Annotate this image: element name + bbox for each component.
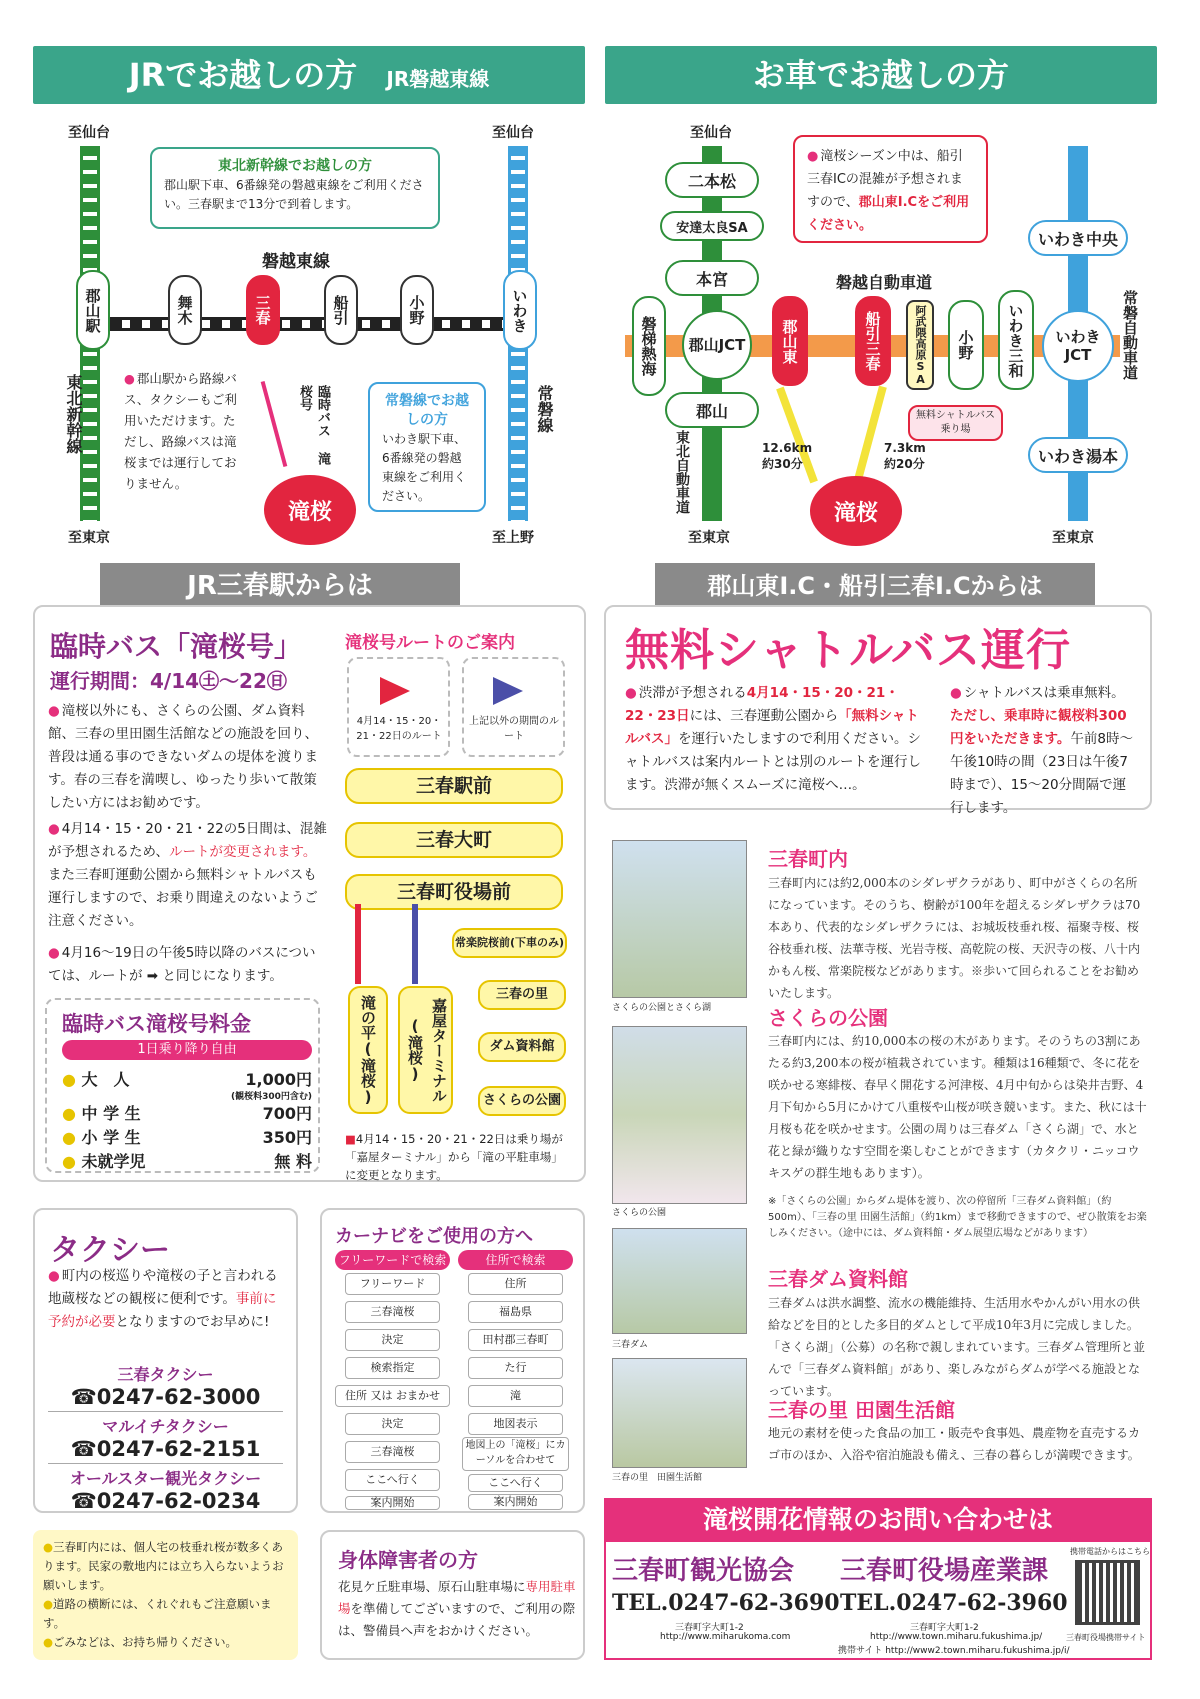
note-item: ●三春町内には、個人宅の枝垂れ桜が数多くあります。民家の敷地内には立ち入らないようお願いします。 bbox=[43, 1540, 284, 1592]
koriyama-ic: 郡山 bbox=[665, 392, 759, 428]
spot-4-text: 地元の素材を使った食品の加工・販売や食事処、農産物を直売するカゴ市のほか、入浴や宿泊施設も備え、三春の暮らしが満喫できます。 bbox=[768, 1426, 1141, 1462]
car-notice: ● 滝桜シーズン中は、船引三春ICの混雑が予想されますので、郡山東I.Cをご利用ください。 bbox=[793, 135, 988, 243]
red-arrow-icon bbox=[380, 677, 410, 705]
stop-miharu-sato: 三春の里 bbox=[478, 980, 566, 1010]
note-item: ●道路の横断には、くれぐれもご注意願います。 bbox=[43, 1597, 272, 1630]
time2: 約20分 bbox=[884, 457, 925, 471]
qr-top-label: 携帯電話からはこちら bbox=[1070, 1547, 1150, 1556]
notes-box bbox=[33, 1530, 298, 1660]
spot-3-text: 三春ダムは洪水調整、流水の機能維持、生活用水やかんがい用水の供給などを目的とした多目的ダムとして平成10年3月に完成しました。「さくら湖」（公募）の名称で親しまれています。三春ダム管理所と並んで「三春ダム資料館」があり、楽しみながらダムが学べる施設となっています。 bbox=[768, 1296, 1146, 1398]
url2[interactable]: http://www.town.miharu.fukushima.jp/ bbox=[870, 1632, 1043, 1642]
navi-step: 決定 bbox=[345, 1329, 440, 1351]
qr-code-icon[interactable] bbox=[1075, 1560, 1140, 1625]
joban-label: 常磐線 bbox=[535, 385, 554, 433]
blue-arrow-icon bbox=[493, 677, 523, 705]
navi-step: ここへ行く bbox=[345, 1469, 440, 1491]
banetsu-east-line bbox=[90, 317, 520, 331]
fare-row: ● 未就学児 無 料 bbox=[62, 1152, 312, 1171]
fare-table bbox=[62, 1068, 312, 1174]
bus-p2: ● 4月14・15・20・21・22の5日間は、混雑が予想されるため、ルートが変更されます。また三春町運動公園から無料シャトルバスも運行しますので、お乗り間違えのないようご注意ください。 bbox=[48, 818, 328, 933]
iwaki-miwa-ic: いわき三和 bbox=[998, 290, 1034, 390]
shuttle-stop-label: 無料シャトルバス乗り場 bbox=[908, 405, 1003, 441]
taxi-phone[interactable]: ☎0247-62-3000 bbox=[48, 1385, 283, 1412]
joban-box bbox=[368, 382, 486, 512]
bandai-atami: 磐梯熱海 bbox=[632, 296, 666, 396]
shinkansen-box-title: 東北新幹線でお越しの方 bbox=[218, 158, 372, 174]
spot-1-title: 三春町内 bbox=[768, 847, 848, 871]
navi-title: カーナビをご使用の方へ bbox=[335, 1226, 533, 1247]
koriyama-higashi-ic: 郡山東 bbox=[772, 296, 808, 386]
taxi-phone[interactable]: ☎0247-62-2151 bbox=[48, 1437, 283, 1464]
navi-step: 検索指定 bbox=[345, 1357, 440, 1379]
stop-dam: ダム資料館 bbox=[478, 1032, 566, 1062]
to-sendai-right: 至仙台 bbox=[492, 125, 534, 141]
spot-4-title: 三春の里 田園生活館 bbox=[768, 1398, 955, 1422]
iwaki-jct: いわきJCT bbox=[1042, 310, 1114, 382]
ono-ic: 小野 bbox=[948, 300, 984, 390]
station-funehiki: 船引 bbox=[324, 275, 358, 345]
jr-subtitle: JR磐越東線 bbox=[386, 67, 490, 91]
caption-2: さくらの公園 bbox=[612, 1208, 667, 1218]
joban-box-title: 常磐線でお越しの方 bbox=[385, 393, 469, 428]
station-iwaki: いわき bbox=[503, 270, 537, 350]
stop-kaya-terminal: 嘉屋ターミナル(滝桜) bbox=[398, 986, 453, 1114]
navi-step: 地図表示 bbox=[468, 1413, 563, 1435]
navi-step: 住所 又は おまかせ bbox=[335, 1385, 450, 1407]
shuttle-text-2: ● シャトルバスは乗車無料。ただし、乗車時に観桜料300円をいただきます。午前8時〜午後10時の間（23日は午後7時まで）、15〜20分間隔で運行します。 bbox=[950, 682, 1138, 820]
shuttle-title: 無料シャトルバス運行 bbox=[625, 625, 1072, 676]
navi-step: 地図上の「滝桜」にカーソルを合わせて bbox=[462, 1437, 569, 1471]
dist1: 12.6km bbox=[762, 441, 813, 455]
car-takizakura: 滝桜 bbox=[810, 476, 902, 546]
spot-3-title: 三春ダム資料館 bbox=[768, 1267, 908, 1291]
taxi-name: 三春タクシー bbox=[117, 1365, 214, 1384]
car-title: お車でお越しの方 bbox=[752, 56, 1009, 94]
route-note: ■4月14・15・20・21・22日は乗り場が「嘉屋ターミナル」から「滝の平駐車場」に変更となります。 bbox=[345, 1132, 563, 1182]
funehiki-miharu-ic: 船引三春 bbox=[855, 296, 891, 386]
caption-4: 三春の里 田園生活館 bbox=[612, 1473, 703, 1483]
taxi-phone[interactable]: ☎0247-62-0234 bbox=[70, 1489, 261, 1513]
to-sendai-left: 至仙台 bbox=[68, 125, 110, 141]
tel2[interactable]: TEL.0247-62-3960 bbox=[840, 1590, 1068, 1616]
fare-row: ● 小 学 生 350円 bbox=[62, 1128, 312, 1147]
org2: 三春町役場産業課 bbox=[840, 1556, 1049, 1586]
navi-step: 田村郡三春町 bbox=[468, 1329, 563, 1351]
caption-3: 三春ダム bbox=[612, 1340, 649, 1350]
tel1[interactable]: TEL.0247-62-3690 bbox=[612, 1590, 840, 1616]
nihonmatsu: 二本松 bbox=[665, 162, 759, 198]
navi-step: 滝 bbox=[468, 1385, 563, 1407]
koriyama-jct: 郡山JCT bbox=[682, 310, 752, 380]
photo-sakura-park bbox=[612, 1026, 747, 1204]
note-item: ●ごみなどは、お持ち帰りください。 bbox=[43, 1635, 238, 1649]
photo-sakura-lake bbox=[612, 840, 747, 998]
navi-step: 三春滝桜 bbox=[345, 1441, 440, 1463]
addr1: 三春町字大町1-2 bbox=[675, 1623, 744, 1633]
joban-exp-label: 常磐自動車道 bbox=[1121, 290, 1139, 380]
stop-jorakuin: 常楽院桜前(下車のみ) bbox=[452, 928, 567, 958]
takizakura-circle: 滝桜 bbox=[264, 475, 356, 545]
fare-note: (観桜料300円含む) bbox=[230, 1092, 312, 1102]
fare-row: ● 中 学 生 700円 bbox=[62, 1104, 312, 1123]
navi-col1-head: フリーワードで検索 bbox=[335, 1250, 450, 1270]
bus-title: 臨時バス「滝桜号」 bbox=[50, 630, 303, 663]
car-to-sendai: 至仙台 bbox=[690, 125, 732, 141]
route-title: 滝桜号ルートのご案内 bbox=[345, 633, 515, 653]
fare-title: 臨時バス滝桜号料金 bbox=[62, 1012, 251, 1036]
taxi-name: マルイチタクシー bbox=[102, 1417, 229, 1436]
stop-miharu-omachi: 三春大町 bbox=[345, 822, 563, 858]
bus-arrow bbox=[261, 381, 288, 467]
shinkansen-box-text: 郡山駅下車、6番線発の磐越東線をご利用ください。三春駅まで13分で到着します。 bbox=[164, 178, 424, 211]
taxi-name: オールスター観光タクシー bbox=[69, 1469, 262, 1488]
fare-row: ● 大 人 1,000円 bbox=[62, 1070, 312, 1089]
navi-step: 案内開始 bbox=[468, 1494, 563, 1510]
line-name: 磐越東線 bbox=[262, 252, 330, 272]
legend-1-label: 4月14・15・20・21・22日のルート bbox=[356, 716, 442, 742]
navi-step: 三春滝桜 bbox=[345, 1301, 440, 1323]
iwaki-chuo: いわき中央 bbox=[1028, 220, 1128, 256]
park-note: ※「さくらの公園」からダム堤体を渡り、次の停留所「三春ダム資料館」（約500m）、「三春の里 田園生活館」（約1km）まで移動できますので、ぜひ散策をお楽しみください。（途中には、ダム資料館・ダム展望広場などがあります） bbox=[768, 1196, 1147, 1239]
fare-sub: 1日乗り降り自由 bbox=[62, 1040, 312, 1060]
banetsu-label: 磐越自動車道 bbox=[836, 273, 933, 292]
taxi-title: タクシー bbox=[50, 1233, 170, 1268]
shinkansen-box bbox=[150, 147, 440, 229]
spot-2-title: さくらの公園 bbox=[768, 1006, 888, 1030]
jr-title: JRでお越しの方 bbox=[128, 56, 358, 94]
bus-period: 運行期間：4/14㊏〜22㊐ bbox=[50, 669, 287, 693]
legend-2-label: 上記以外の期間のルート bbox=[469, 716, 559, 742]
navi-step: 住所 bbox=[468, 1273, 563, 1295]
section-jr-miharu: JR三春駅からは bbox=[100, 563, 460, 609]
red-route-line bbox=[355, 904, 361, 984]
org1: 三春町観光協会 bbox=[612, 1556, 795, 1586]
spot-2-text: 三春町内には、約10,000本の桜の木があります。そのうちの3割にあたる約3,200本の桜が植栽されています。種類は16種類で、冬に花を咲かせる寒緋桜、春早く開花する河津桜、4月中旬からは染井吉野、4月下旬から5月にかけて八重桜や山桜が咲き競います。また、秋には十月桜も花を咲かせます。公園の周りは三春ダム「さくら湖」で、水と花と緑が織りなす空間を楽しむことができます（カタクリ・ニッコウキスゲの群生地もあります）。 bbox=[768, 1034, 1147, 1180]
url3[interactable]: 携帯サイト http://www2.town.miharu.fukushima.jp/i/ bbox=[838, 1646, 1070, 1656]
stop-sakura-park: さくらの公園 bbox=[478, 1086, 566, 1116]
handi-text: 花見ケ丘駐車場、原石山駐車場に専用駐車場を準備してございますので、ご利用の際は、警備員へ声をおかけください。 bbox=[338, 1579, 576, 1638]
iwaki-yumoto: いわき湯本 bbox=[1028, 437, 1128, 473]
jr-header bbox=[33, 46, 585, 104]
joban-box-text: いわき駅下車、6番線発の磐越東線をご利用ください。 bbox=[382, 432, 467, 503]
taxi-text: ● 町内の桜巡りや滝桜の子と言われる地蔵桜などの観桜に便利です。事前に予約が必要となりますのでお早めに! bbox=[48, 1265, 288, 1334]
addr2: 三春町字大町1-2 bbox=[910, 1623, 979, 1633]
photo-dam bbox=[612, 1228, 747, 1334]
bus-note: ● 郡山駅から路線バス、タクシーもご利用いただけます。ただし、路線バスは滝桜までは運行しておりません。 bbox=[124, 368, 242, 494]
navi-step: ここへ行く bbox=[468, 1474, 563, 1492]
navi-step: た行 bbox=[468, 1357, 563, 1379]
navi-step: 案内開始 bbox=[345, 1496, 440, 1510]
station-ono: 小野 bbox=[400, 275, 434, 345]
navi-step: 決定 bbox=[345, 1413, 440, 1435]
photo-denen bbox=[612, 1358, 747, 1468]
url1[interactable]: http://www.miharukoma.com bbox=[660, 1632, 791, 1642]
station-maigi: 舞木 bbox=[168, 275, 202, 345]
to-tokyo-left: 至東京 bbox=[68, 530, 110, 546]
navi-col2-head: 住所で検索 bbox=[458, 1250, 573, 1270]
car-to-tokyo-left: 至東京 bbox=[688, 530, 730, 546]
shuttle-text-1: ● 渋滞が予想される4月14・15・20・21・22・23日には、三春運動公園から「無料シャトルバス」を運行いたしますので利用ください。シャトルバスは案内ルートとは別のルートを運行します。渋滞が無くスムーズに滝桜へ…。 bbox=[625, 682, 925, 797]
route-right bbox=[853, 386, 887, 485]
car-to-tokyo-right: 至東京 bbox=[1052, 530, 1094, 546]
spot-1-text: 三春町内には約2,000本のシダレザクラがあり、町中がさくらの名所になっています。そのうち、樹齢が100年を超えるシダレザクラは70本あり、代表的なシダレザクラには、お城坂枝垂れ桜、福聚寺桜、桜谷枝垂れ桜、法華寺桜、光岩寺桜、高乾院の桜、天沢寺の桜、八十内かもん桜、常楽院桜などがあります。※歩いて回られることをお勧めいたします。 bbox=[768, 876, 1141, 1000]
stop-takinohira: 滝の平(滝桜) bbox=[348, 986, 388, 1114]
blue-route-line bbox=[412, 904, 418, 984]
bus-p3: ● 4月16〜19日の午後5時以降のバスについては、ルートが ➡ と同じになります。 bbox=[48, 942, 328, 988]
taxi-list bbox=[48, 1362, 283, 1513]
to-ueno: 至上野 bbox=[492, 530, 534, 546]
contact-header: 滝桜開花情報のお問い合わせは bbox=[604, 1498, 1152, 1542]
bus-label: 臨時バス 滝桜号 bbox=[297, 385, 330, 465]
station-koriyama: 郡山駅 bbox=[76, 270, 110, 350]
motomiya: 本宮 bbox=[665, 260, 759, 296]
dist2: 7.3km bbox=[884, 441, 926, 455]
adatara-sa: 安達太良SA bbox=[660, 211, 764, 241]
car-header bbox=[605, 46, 1157, 104]
stop-yakuba: 三春町役場前 bbox=[345, 874, 563, 910]
qr-bottom-label: 三春町役場携帯サイト bbox=[1066, 1633, 1146, 1642]
shinkansen-label: 東北新幹線 bbox=[64, 374, 83, 454]
tohoku-label: 東北自動車道 bbox=[674, 430, 690, 514]
handi-title: 身体障害者の方 bbox=[338, 1548, 478, 1572]
stop-miharu-eki: 三春駅前 bbox=[345, 768, 563, 804]
navi-step: フリーワード bbox=[345, 1273, 440, 1295]
caption-1: さくらの公園とさくら湖 bbox=[612, 1003, 712, 1013]
abukuma-sa: 阿武隈高原SA bbox=[906, 300, 934, 390]
station-miharu: 三春 bbox=[246, 275, 280, 345]
bus-p1: ● 滝桜以外にも、さくらの公園、ダム資料館、三春の里田園生活館などの施設を回り、普段は通る事のできないダムの堤体を渡ります。春の三春を満喫し、ゆったり歩いて散策したい方にはお勧めです。 bbox=[48, 700, 328, 815]
time1: 約30分 bbox=[762, 457, 803, 471]
navi-step: 福島県 bbox=[468, 1301, 563, 1323]
section-ic: 郡山東I.C・船引三春I.Cからは bbox=[655, 563, 1095, 609]
